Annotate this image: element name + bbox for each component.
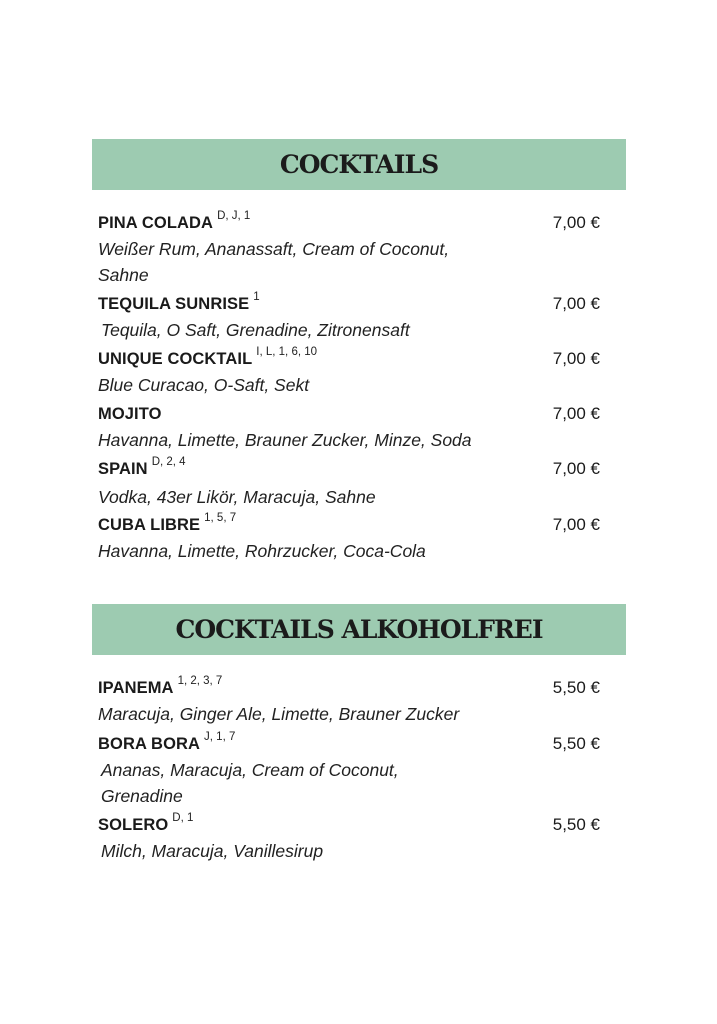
item-description: Milch, Maracuja, Vanillesirup bbox=[101, 841, 324, 861]
allergen-codes: I, L, 1, 6, 10 bbox=[256, 346, 318, 358]
item-price: 7,00 € bbox=[552, 349, 600, 368]
item-price: 7,00 € bbox=[552, 404, 600, 423]
menu-item-bora-bora bbox=[98, 731, 608, 809]
allergen-codes: D, J, 1 bbox=[217, 210, 251, 222]
item-price: 7,00 € bbox=[552, 294, 600, 313]
item-name: MOJITO bbox=[98, 405, 162, 423]
item-description: Havanna, Limette, Brauner Zucker, Minze, Soda bbox=[98, 430, 472, 450]
item-description: Blue Curacao, O-Saft, Sekt bbox=[98, 375, 310, 395]
menu-item-cuba-libre bbox=[98, 512, 608, 564]
item-price: 5,50 € bbox=[552, 815, 600, 834]
menu-item-solero bbox=[98, 812, 608, 864]
item-description: Maracuja, Ginger Ale, Limette, Brauner Zucker bbox=[98, 704, 460, 724]
menu-item-spain bbox=[98, 456, 608, 510]
item-description: Weißer Rum, Ananassaft, Cream of Coconut, Sahne bbox=[98, 239, 450, 285]
menu-item-tequila-sunrise bbox=[98, 291, 608, 343]
allergen-codes: J, 1, 7 bbox=[204, 731, 236, 743]
item-price: 5,50 € bbox=[552, 734, 600, 753]
section-title: COCKTAILS ALKOHOLFREI bbox=[175, 615, 543, 644]
item-name: PINA COLADA bbox=[98, 214, 214, 232]
item-price: 5,50 € bbox=[552, 678, 600, 697]
menu-item-mojito bbox=[98, 401, 608, 453]
section-header-cocktails bbox=[92, 139, 626, 190]
allergen-codes: D, 2, 4 bbox=[151, 456, 186, 468]
section-title: COCKTAILS bbox=[279, 150, 439, 179]
item-description: Ananas, Maracuja, Cream of Coconut, Grenadine bbox=[101, 760, 399, 806]
allergen-codes: 1, 2, 3, 7 bbox=[177, 675, 223, 687]
menu-item-pina-colada bbox=[98, 210, 608, 288]
item-price: 7,00 € bbox=[552, 459, 600, 478]
item-description: Vodka, 43er Likör, Maracuja, Sahne bbox=[98, 487, 376, 507]
item-name: SOLERO bbox=[98, 816, 169, 834]
item-name: CUBA LIBRE bbox=[98, 516, 201, 534]
section-header-alkoholfrei bbox=[92, 604, 626, 655]
item-name: BORA BORA bbox=[98, 735, 201, 753]
allergen-codes: D, 1 bbox=[172, 812, 194, 824]
allergen-codes: 1 bbox=[253, 291, 260, 303]
item-description: Havanna, Limette, Rohrzucker, Coca-Cola bbox=[98, 541, 426, 561]
item-name: IPANEMA bbox=[98, 679, 174, 697]
allergen-codes: 1, 5, 7 bbox=[204, 512, 237, 524]
item-name: UNIQUE COCKTAIL bbox=[98, 350, 253, 368]
item-name: SPAIN bbox=[98, 460, 148, 478]
menu-item-unique-cocktail bbox=[98, 346, 608, 398]
menu-item-ipanema bbox=[98, 675, 608, 727]
item-description: Tequila, O Saft, Grenadine, Zitronensaft bbox=[101, 320, 410, 340]
item-price: 7,00 € bbox=[552, 213, 600, 232]
item-price: 7,00 € bbox=[552, 515, 600, 534]
item-name: TEQUILA SUNRISE bbox=[98, 295, 250, 313]
